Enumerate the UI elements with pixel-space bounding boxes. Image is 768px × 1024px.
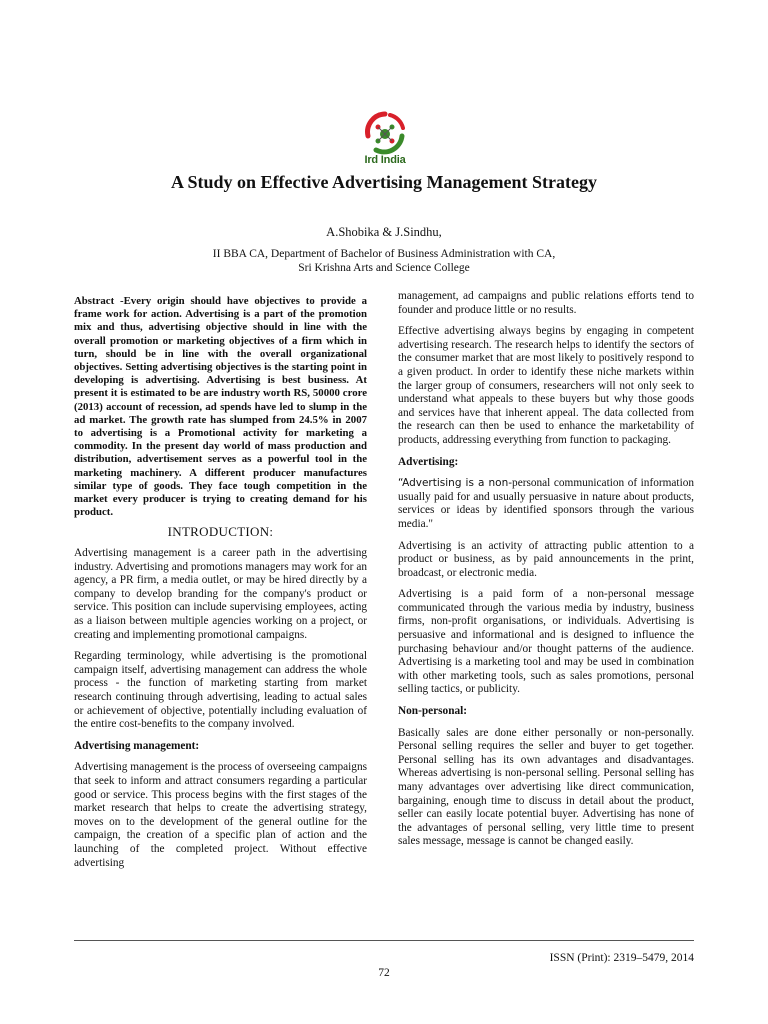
definition-quote [398,477,694,531]
intro-paragraph-1: Advertising management is a career path in the advertising industry. Advertising and promotions managers may work for an agency, a PR firm, a media outlet, or may be hired directly by a company to develop branding for the company's product or service. This position can include supervising employees, acting as a liaison between multiple agencies working on a project, or creating and implementing promotional campaigns. [74,547,367,641]
abstract: Abstract -Every origin should have objectives to provide a frame work for action. Advertising is a part of the promotion mix and thus, advertising objective should in line with the overall promotion or marketing objectives of a firm which in turn, should be in line with the overall organizational objectives. Setting advertising objectives is the starting point in developing is advertising. Advertising is best business. At present it is estimated to be are industry worth RS, 50000 crore (2013) account of recession, ad spends have led to slump in the ad market. The growth rate has slumped from 24.5% in 2007 to advertising is a Promotional activity for marketing a commodity. In the present day world of mass production and distribution, advertisement serves as a powerful tool in the marketing machinery. A different producer manufactures similar type of goods. They face tough competition in the market every producer is trying to creating demand for his product. [74,295,367,519]
page-number: 72 [378,967,390,979]
logo-text: Ird India [364,154,406,166]
footer-rule [74,940,694,941]
affiliation [0,247,768,275]
advertising-heading: Advertising: [398,455,459,468]
continued-paragraph: management, ad campaigns and public relations efforts tend to founder and produce little or no results. [398,290,694,316]
authors: A.Shobika & J.Sindhu, [326,225,442,239]
intro-paragraph-2: Regarding terminology, while advertising is the promotional campaign itself, advertising management can address the whole process - the function of marketing starting from market research continuing through advertising, leading to actual sales or achievement of objective, potentially including evaluation of the entire cost-benefits to the company involved. [74,650,367,731]
ird-india-logo [354,110,416,170]
paper-title: A Study on Effective Advertising Management Strategy [171,172,597,192]
research-paragraph: Effective advertising always begins by engaging in competent advertising research. The research helps to identify the sectors of the consumer market that are most likely to positively respond to a given product. In order to identify these niche markets within the larger group of consumers, researchers will not only seek to understand what appeals to these buyers but why those goods and services have that inherent appeal. The data collected from the research can then be used to enhance the marketability of products, addressing everything from function to packaging. [398,325,694,446]
logo-emblem-icon [354,110,416,156]
non-personal-heading: Non-personal: [398,705,468,718]
issn: ISSN (Print): 2319–5479, 2014 [549,952,694,964]
advertising-management-paragraph: Advertising management is the process of overseeing campaigns that seek to inform and attract consumers regarding a particular good or service. This process begins with the first stages of the market research that helps to create the advertising strategy, moves on to the development of the general outline for the campaign, the creation of a specific plan of action and the launching of the completed project. Without effective advertising [74,761,367,869]
non-personal-paragraph: Basically sales are done either personally or non-personally. Personal selling requires the seller and buyer to get together. Personal selling has its own advantages and disadvantages. Whereas advertising is non-personal selling. Personal selling has many advantages over advertising like direct communication, bargaining, enough time to discuss in detail about the product, seller can easily locate potential buyer. Advertising has none of the advantages of personal selling, very little time to present sales message, message is cannot be changed easily. [398,726,694,848]
advertising-paragraph-2: Advertising is an activity of attracting public attention to a product or business, as by paid announcements in the print, broadcast, or electronic media. [398,539,694,579]
quote-rest: personal communication of information usually paid for and usually persuasive in nature about products, services or ideas by identified sponsors through the various media." [398,477,695,530]
introduction-heading: INTRODUCTION: [167,524,274,540]
right-column [398,290,694,857]
affiliation-line-2: Sri Krishna Arts and Science College [298,262,470,274]
quote-lead: “Advertising is a non- [398,477,513,490]
left-column [74,295,367,878]
advertising-management-heading: Advertising management: [74,739,200,752]
advertising-paragraph-3: Advertising is a paid form of a non-personal message communicated through the various media by industry, business firms, non-profit organisations, or individuals. Advertising is persuasive and informational and is designed to influence the purchasing behaviour and/or thought patterns of the audience. Advertising is a marketing tool and may be used in combination with other marketing tools, such as sales promotions, personal selling tactics, or publicity. [398,588,694,696]
affiliation-line-1: II BBA CA, Department of Bachelor of Business Administration with CA, [212,248,556,260]
